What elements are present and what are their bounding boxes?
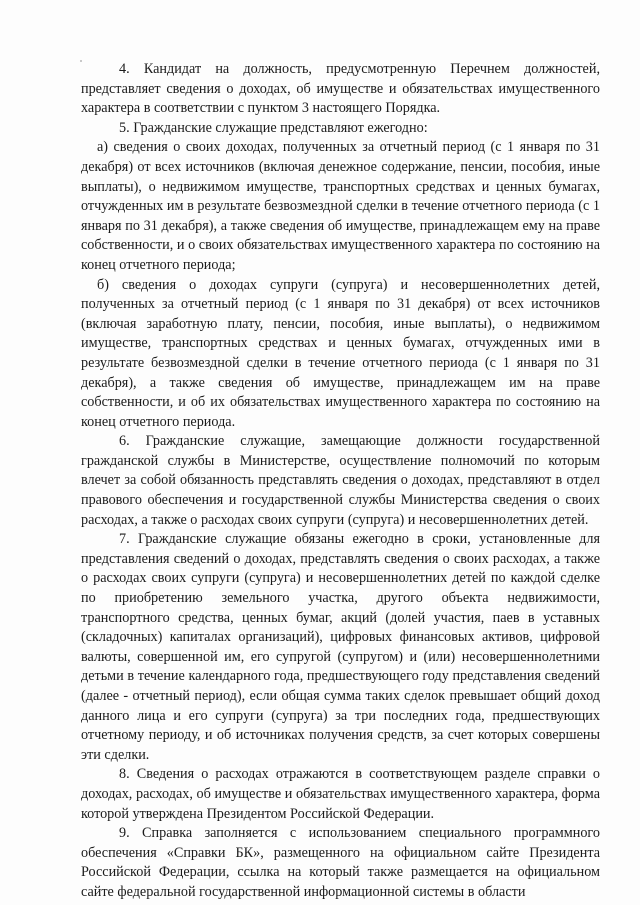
paragraph-item-5: 5. Гражданские служащие представляют ежегодно: — [119, 119, 428, 136]
document-body — [81, 60, 600, 903]
paragraph-item-4: 4. Кандидат на должность, предусмотренную Перечнем должностей, представляет сведения о доходах, об имуществе и обязательствах имущественного характера в соответствии с пунктом 3 настоящего Порядка. — [81, 61, 600, 117]
paragraph-item-9: 9. Справка заполняется с использованием специального программного обеспечения «Справки БК», размещенного на официальном сайте Президента Российской Федерации, ссылка на который также размещается на официальном сайте федеральной государственной информационной системы в области — [81, 825, 600, 900]
paragraph-item-8: 8. Сведения о расходах отражаются в соответствующем разделе справки о доходах, расходах, об имуществе и обязательствах имущественного характера, форма которой утверждена Президентом Российской Федерации. — [81, 766, 600, 822]
paragraph-item-5a: а) сведения о своих доходах, полученных за отчетный период (с 1 января по 31 декабря) от всех источников (включая денежное содержание, пенсии, пособия, иные выплаты), о недвижимом имуществе, транспортных средствах и ценных бумагах, отчужденных им в результате безвозмездной сделки в течение отчетного периода (с 1 января по 31 декабря), а также сведения об имуществе, принадлежащем ему на праве собственности, и о своих обязательствах имущественного характера по состоянию на конец отчетного периода; — [81, 139, 600, 273]
paragraph-item-6: 6. Гражданские служащие, замещающие должности государственной гражданской службы в Министерстве, осуществление полномочий по которым влечет за собой обязанность представлять сведения о доходах, представляют в отдел правового обеспечения и государственной службы Министерства сведения о своих расходах, а также о расходах своих супруги (супруга) и несовершеннолетних детей. — [81, 433, 600, 528]
paragraph-item-5b: б) сведения о доходах супруги (супруга) и несовершеннолетних детей, полученных за отчетный период (с 1 января по 31 декабря) от всех источников (включая заработную плату, пенсии, пособия, иные выплаты), о недвижимом имуществе, транспортных средствах и ценных бумагах, отчужденных ими в результате безвозмездной сделки в течение отчетного периода (с 1 января по 31 декабря), а также сведения об имуществе, принадлежащем им на праве собственности, и об их обязательствах имущественного характера по состоянию на конец отчетного периода. — [81, 276, 600, 430]
paragraph-item-7: 7. Гражданские служащие обязаны ежегодно в сроки, установленные для представления сведений о доходах, представлять сведения о своих расходах, а также о расходах своих супруги (супруга) и несовершеннолетних детей по каждой сделке по приобретению земельного участка, другого объекта недвижимости, транспортного средства, ценных бумаг, акций (долей участия, паев в уставных (складочных) капиталах организаций), цифровых финансовых активов, цифровой валюты, совершенной им, его супругой (супругом) и (или) несовершеннолетними детьми в течение календарного года, предшествующего году представления сведений (далее - отчетный период), если общая сумма таких сделок превышает общий доход данного лица и его супруги (супруга) за три последних года, предшествующих отчетному периоду, и об источниках получения средств, за счет которых совершены эти сделки. — [81, 531, 600, 763]
